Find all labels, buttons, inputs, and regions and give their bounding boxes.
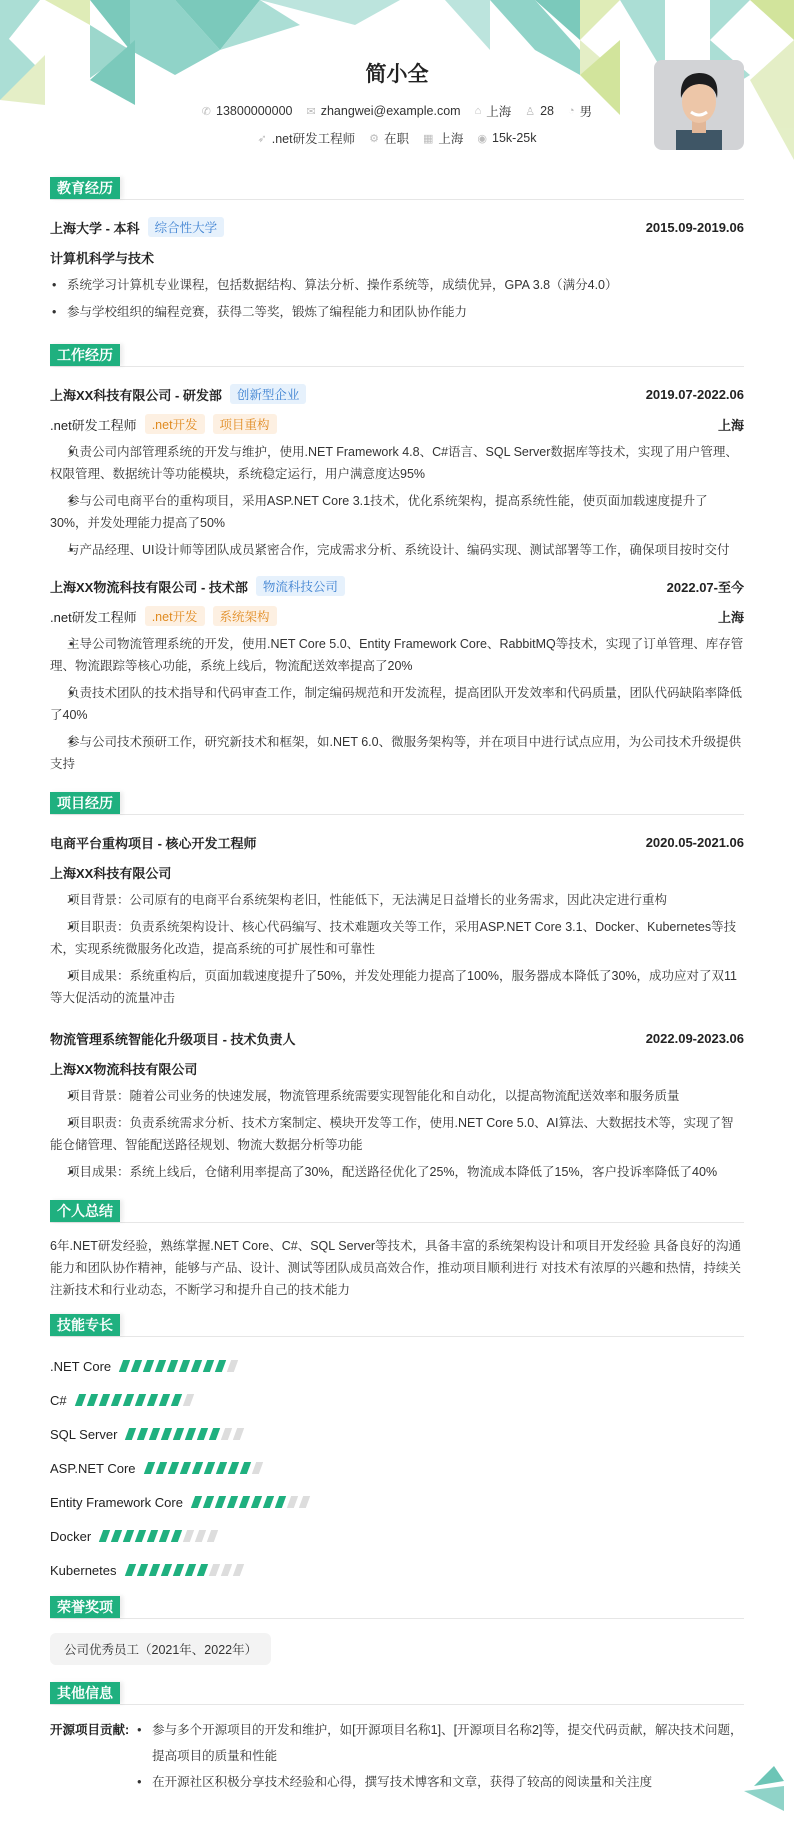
skill-segment-filled [135,1530,146,1542]
skill-row [50,1417,744,1451]
status-text: 在职 [383,132,409,146]
contact-row [50,102,744,120]
section-header [50,1201,744,1223]
project-date: 2022.09-2023.06 [645,1030,744,1046]
list-item: • 项目职责：负责系统架构设计、核心代码编写、技术难题攻关等工作，采用ASP.NET Core 3.1、Docker、Kubernetes等技术，实现系统微服务化改造，提高系统的可扩展性和可靠性 [50,916,744,960]
skill-level-bar [127,1428,242,1440]
skill-segment-filled [196,1564,207,1576]
skill-tag: 系统架构 [213,606,277,626]
company-name: 上海XX科技有限公司 - 研发部 [50,387,222,403]
list-item: • 项目成果：系统重构后，页面加载速度提升了50%，并发处理能力提高了100%，服务器成本降低了30%，成功应对了双11等大促活动的流量冲击 [50,965,744,1009]
skill-segment-filled [215,1360,226,1372]
skill-segment-filled [131,1360,142,1372]
skill-tag: .net开发 [145,606,205,626]
list-item: • 参与公司电商平台的重构项目，采用ASP.NET Core 3.1技术，优化系统架构，提高系统性能，使页面加载速度提升了30%，并发处理能力提高了50% [50,490,744,534]
job-date: 2019.07-2022.06 [645,386,744,402]
skill-segment-filled [275,1496,286,1508]
skill-segment-filled [155,1462,166,1474]
intent-city [423,129,463,147]
position-text: .net研发工程师 [271,132,356,146]
email-text: zhangwei@example.com [320,104,461,118]
skills-list [50,1349,744,1587]
summary-text: 6年.NET研发经验，熟练掌握.NET Core、C#、SQL Server等技术，具备丰富的系统架构设计和项目开发经验 具备良好的沟通能力和团队协作精神，能够与产品、设计、测试等团队成员高效合作，推动项目顺利进行 对技术有浓厚的兴趣和热情，持续关注新技术和行业动态，不断学习和提升自己的技术能力 [50,1239,742,1297]
skill-segment-filled [191,1360,202,1372]
skill-name: .NET Core [50,1358,112,1374]
skill-name: C# [50,1392,67,1408]
skill-segment-filled [98,1394,109,1406]
status-icon: ⚙ [369,132,379,145]
skill-segment-filled [203,1462,214,1474]
education-row [50,212,744,242]
section-title: 项目经历 [50,792,120,814]
skill-segment-filled [134,1394,145,1406]
intent-position [258,129,356,147]
skill-segment-filled [161,1428,172,1440]
skill-level-bar [77,1394,192,1406]
project-entry [50,1023,744,1183]
section-title: 荣誉奖项 [50,1596,120,1618]
skill-segment-filled [74,1394,85,1406]
skill-segment-filled [173,1428,184,1440]
skill-segment-filled [239,1462,250,1474]
contact-email[interactable] [307,102,461,120]
list-item: • 与产品经理、UI设计师等团队成员紧密合作，完成需求分析、系统设计、编码实现、测试部署等工作，确保项目按时交付 [50,539,744,561]
job-role: .net研发工程师 [50,609,137,625]
skill-segment-filled [185,1428,196,1440]
contact-phone [202,102,293,120]
school-tag: 综合性大学 [148,217,225,237]
open-source-row [50,1717,744,1795]
candidate-name: 简小全 [365,63,429,86]
list-item: • 参与多个开源项目的开发和维护，如[开源项目名称1]、[开源项目名称2]等，提交代码贡献，解决技术问题，提高项目的质量和性能 [135,1717,744,1769]
contact-gender [568,102,592,120]
list-item: • 项目背景：随着公司业务的快速发展，物流管理系统需要实现智能化和自动化，以提高物流配送效率和服务质量 [50,1085,744,1107]
company-tag: 物流科技公司 [256,576,345,596]
skill-segment-filled [86,1394,97,1406]
open-source-label: 开源项目贡献: [50,1723,130,1737]
education-section [50,178,744,323]
projects-section [50,793,744,1183]
section-header [50,793,744,815]
section-header [50,1597,744,1619]
skill-segment-filled [136,1564,147,1576]
awards-section [50,1597,744,1679]
phone-icon: ✆ [201,105,212,118]
list-item: • 项目背景：公司原有的电商平台系统架构老旧，性能低下，无法满足日益增长的业务需求，因此决定进行重构 [50,889,744,911]
intent-salary [477,129,536,147]
list-item: • 主导公司物流管理系统的开发，使用.NET Core 5.0、Entity Framework Core、RabbitMQ等技术，实现了订单管理、库存管理、物流跟踪等核心功能，系统上线后，物流配送效率提高了20% [50,633,744,677]
skill-segment-filled [209,1428,220,1440]
skill-segment-filled [239,1496,250,1508]
send-icon: ➶ [257,132,267,145]
skill-segment-empty [287,1496,298,1508]
skill-segment-filled [171,1530,182,1542]
section-header [50,178,744,200]
section-header [50,1683,744,1705]
project-date: 2020.05-2021.06 [645,834,744,850]
skill-row [50,1553,744,1587]
skill-level-bar [101,1530,216,1542]
skill-segment-filled [119,1360,130,1372]
skill-segment-filled [99,1530,110,1542]
project-company: 上海XX物流科技有限公司 [50,1061,198,1077]
skill-segment-filled [203,1496,214,1508]
skill-segment-filled [263,1496,274,1508]
job-city: 上海 [717,609,744,625]
section-title: 个人总结 [50,1200,120,1222]
project-company: 上海XX科技有限公司 [50,865,172,881]
gender-icon: ◔ [568,105,575,117]
section-header [50,1315,744,1337]
job-city: 上海 [717,417,744,433]
other-section [50,1683,744,1795]
list-item: • 负责公司内部管理系统的开发与维护，使用.NET Framework 4.8、C#语言、SQL Server数据库等技术，实现了用户管理、权限管理、数据统计等功能模块，系统稳定运行，用户满意度达95% [50,441,744,485]
skill-segment-empty [232,1564,243,1576]
skill-segment-filled [179,1462,190,1474]
skill-level-bar [121,1360,236,1372]
skill-segment-filled [184,1564,195,1576]
skill-segment-filled [122,1394,133,1406]
skill-row [50,1349,744,1383]
resume-header [50,0,744,170]
skill-segment-filled [191,1462,202,1474]
work-section [50,345,744,775]
building-icon: ▦ [422,132,434,145]
skill-name: ASP.NET Core [50,1460,136,1476]
skill-segment-filled [125,1428,136,1440]
list-item: • 在开源社区积极分享技术经验和心得，撰写技术博客和文章，获得了较高的阅读量和关注度 [135,1769,744,1795]
job-role: .net研发工程师 [50,417,137,433]
skill-segment-filled [215,1462,226,1474]
skill-segment-filled [123,1530,134,1542]
list-item: • 参与学校组织的编程竞赛，获得二等奖，锻炼了编程能力和团队协作能力 [50,301,744,323]
list-item: • 项目职责：负责系统需求分析、技术方案制定、模块开发等工作，使用.NET Core 5.0、AI算法、大数据技术等，实现了智能仓储管理、智能配送路径规划、物流大数据分析等功能 [50,1112,744,1156]
skill-segment-empty [195,1530,206,1542]
skill-segment-filled [111,1530,122,1542]
skill-row [50,1383,744,1417]
city-text: 上海 [486,105,512,119]
contact-city [475,102,512,120]
job-entry [50,379,744,561]
skill-segment-filled [172,1564,183,1576]
phone-text: 13800000000 [216,104,293,118]
age-text: 28 [540,104,555,118]
skill-segment-empty [182,1394,193,1406]
skill-tag: 项目重构 [213,414,277,434]
age-icon: ♙ [525,105,536,118]
salary-text: 15k-25k [492,131,537,145]
summary-section [50,1201,744,1301]
education-bullets [50,274,744,323]
intent-status [369,129,409,147]
skill-segment-filled [203,1360,214,1372]
skill-segment-filled [137,1428,148,1440]
skill-segment-empty [208,1564,219,1576]
skill-segment-filled [148,1564,159,1576]
skill-row [50,1451,744,1485]
skill-row [50,1519,744,1553]
skill-level-bar [146,1462,261,1474]
skills-section [50,1315,744,1587]
skill-segment-filled [160,1564,171,1576]
section-title: 工作经历 [50,344,120,366]
skill-name: Docker [50,1528,92,1544]
skill-segment-empty [207,1530,218,1542]
skill-segment-filled [227,1462,238,1474]
skill-segment-empty [251,1462,262,1474]
skill-segment-empty [183,1530,194,1542]
skill-tag: .net开发 [145,414,205,434]
skill-level-bar [193,1496,308,1508]
section-title: 教育经历 [50,177,120,199]
intent-city-text: 上海 [438,132,464,146]
project-entry [50,827,744,1009]
contact-age [525,102,554,120]
skill-segment-filled [155,1360,166,1372]
gender-text: 男 [579,105,593,119]
job-entry [50,571,744,775]
avatar-photo [654,60,744,150]
skill-segment-empty [233,1428,244,1440]
skill-segment-filled [167,1462,178,1474]
skill-row [50,1485,744,1519]
skill-segment-filled [158,1394,169,1406]
skill-segment-filled [110,1394,121,1406]
job-intent-row [50,129,744,147]
skill-segment-empty [299,1496,310,1508]
salary-icon: ◉ [477,132,487,145]
skill-segment-filled [146,1394,157,1406]
section-header [50,345,744,367]
skill-segment-empty [220,1564,231,1576]
list-item: • 参与公司技术预研工作，研究新技术和框架，如.NET 6.0、微服务架构等，并在项目中进行试点应用，为公司技术升级提供支持 [50,731,744,775]
company-name: 上海XX物流科技有限公司 - 技术部 [50,579,248,595]
skill-segment-empty [227,1360,238,1372]
major-row [50,242,744,272]
award-item: 公司优秀员工（2021年、2022年） [50,1633,271,1665]
skill-name: SQL Server [50,1426,118,1442]
project-name: 物流管理系统智能化升级项目 - 技术负责人 [50,1031,296,1047]
company-tag: 创新型企业 [230,384,307,404]
education-date: 2015.09-2019.06 [645,219,744,235]
list-item: • 系统学习计算机专业课程，包括数据结构、算法分析、操作系统等，成绩优异，GPA 3.8（满分4.0） [50,274,744,296]
skill-segment-filled [124,1564,135,1576]
skill-segment-filled [197,1428,208,1440]
skill-name: Entity Framework Core [50,1494,183,1510]
mail-icon: ✉ [306,105,316,118]
list-item: • 负责技术团队的技术指导和代码审查工作，制定编码规范和开发流程，提高团队开发效率和代码质量，团队代码缺陷率降低了40% [50,682,744,726]
skill-segment-filled [191,1496,202,1508]
skill-segment-filled [159,1530,170,1542]
section-title: 技能专长 [50,1314,120,1336]
list-item: • 项目成果：系统上线后，仓储利用率提高了30%，配送路径优化了25%，物流成本降低了15%，客户投诉率降低了40% [50,1161,744,1183]
skill-segment-filled [143,1462,154,1474]
skill-segment-filled [251,1496,262,1508]
skill-level-bar [127,1564,242,1576]
skill-segment-filled [170,1394,181,1406]
skill-segment-filled [143,1360,154,1372]
major: 计算机科学与技术 [50,250,155,266]
skill-segment-filled [215,1496,226,1508]
home-icon: ⌂ [474,105,482,117]
skill-name: Kubernetes [50,1562,117,1578]
skill-segment-empty [221,1428,232,1440]
job-date: 2022.07-至今 [666,579,744,595]
skill-segment-filled [179,1360,190,1372]
skill-segment-filled [167,1360,178,1372]
section-title: 其他信息 [50,1682,120,1704]
skill-segment-filled [149,1428,160,1440]
project-name: 电商平台重构项目 - 核心开发工程师 [50,835,257,851]
school-name: 上海大学 - 本科 [50,220,140,236]
skill-segment-filled [147,1530,158,1542]
skill-segment-filled [227,1496,238,1508]
